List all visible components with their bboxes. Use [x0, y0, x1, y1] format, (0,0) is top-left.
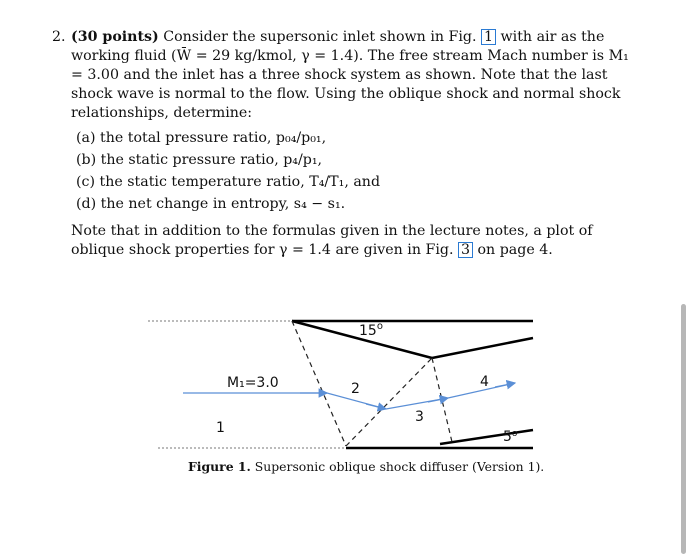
lower-wall-ramp [440, 430, 533, 444]
caption-label: Figure 1. [188, 459, 251, 474]
problem-points: (30 points) [71, 29, 159, 45]
scrollbar[interactable] [681, 304, 686, 554]
part-c: (c) the static temperature ratio, T₄/T₁, and [76, 174, 381, 190]
upper-wall-exit [432, 338, 533, 358]
figure-1-link[interactable]: 1 [481, 29, 496, 45]
mach-label: M₁=3.0 [227, 375, 279, 391]
flow-arrow-3 [428, 398, 448, 402]
note-text-a: Note that in addition to the formulas given in the lecture notes, a plot of oblique shock properties for γ = 1.4 are given in Fig. [71, 223, 593, 258]
flow-arrow-4 [495, 383, 515, 387]
region-3-label: 3 [415, 409, 424, 425]
oblique-shock-1 [292, 321, 346, 446]
region-4-label: 4 [480, 374, 489, 390]
figure-3-link[interactable]: 3 [458, 242, 473, 258]
note-text-b: on page 4. [473, 242, 553, 258]
part-b: (b) the static pressure ratio, p₄/p₁, [76, 152, 323, 168]
part-d: (d) the net change in entropy, s₄ − s₁. [76, 196, 346, 212]
figure-caption [188, 459, 544, 474]
angle-bottom-label: 5$^o$ [503, 429, 518, 445]
caption-text: Supersonic oblique shock diffuser (Version 1). [250, 459, 545, 474]
flow-arrow-2 [366, 404, 386, 409]
intro-text-b: with air as the working fluid ( [71, 29, 605, 64]
intro-text-a: Consider the supersonic inlet shown in Fig. [158, 29, 481, 45]
region-1-label: 1 [216, 420, 225, 436]
part-a: (a) the total pressure ratio, p₀₄/p₀₁, [76, 130, 327, 146]
problem-number: 2. [52, 29, 66, 45]
angle-top-label: 15$^o$ [359, 321, 383, 339]
intro-math: W̄ = 29 kg/kmol, γ = 1.4). The free stream Mach number is M₁ = 3.00 and the inlet has a three shock system as shown. Note that the last shock wave is normal to the flow. Using the oblique shock and normal shock relationships, determine: [71, 48, 629, 121]
region-2-label: 2 [351, 381, 360, 397]
